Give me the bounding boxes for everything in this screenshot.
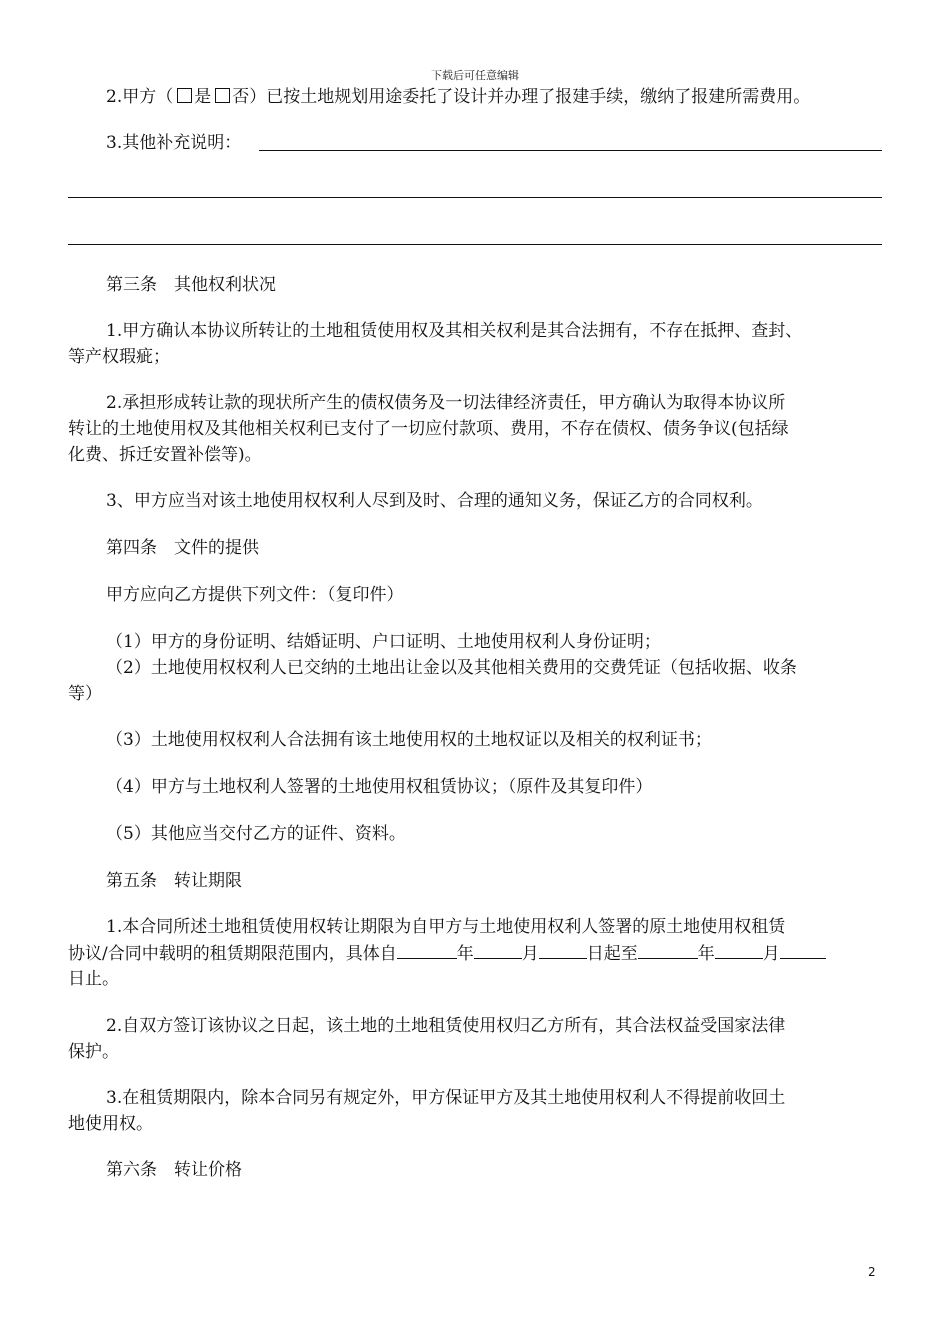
end-year-blank[interactable]: [638, 940, 698, 959]
supplement-blank-3[interactable]: [68, 244, 882, 245]
article-4-title: 第四条 文件的提供: [106, 538, 259, 558]
art5-para1-line2: 协议/合同中载明的租赁期限范围内，具体自 年 月 日起至 年 月: [68, 940, 882, 967]
art3-para2-line1: 2.承担形成转让款的现状所产生的债权债务及一切法律经济责任，甲方确认为取得本协议所: [106, 393, 786, 413]
start-day-blank[interactable]: [539, 940, 587, 959]
end-day-blank[interactable]: [780, 940, 826, 959]
item-3-line: 3.其他补充说明：: [106, 133, 242, 153]
supplement-blank-1[interactable]: [259, 150, 882, 151]
art4-item2-line2: 等）: [68, 684, 102, 704]
art4-item1: （1）甲方的身份证明、结婚证明、户口证明、土地使用权利人身份证明；: [106, 632, 661, 652]
page-header: 下载后可任意编辑: [431, 69, 519, 82]
article-6-title: 第六条 转让价格: [106, 1160, 242, 1180]
article-3-title: 第三条 其他权利状况: [106, 275, 276, 295]
art3-para1-line1: 1.甲方确认本协议所转让的土地租赁使用权及其相关权利是其合法拥有，不存在抵押、查封、: [106, 321, 803, 341]
art4-item3: （3）土地使用权权利人合法拥有该土地使用权的土地权证以及相关的权利证书；: [106, 730, 712, 750]
art5-para2-line1: 2.自双方签订该协议之日起，该土地的土地租赁使用权归乙方所有，其合法权益受国家法律: [106, 1016, 786, 1036]
art4-item2-line1: （2）土地使用权权利人已交纳的土地出让金以及其他相关费用的交费凭证（包括收据、收条: [106, 658, 797, 678]
art3-para2-line2: 转让的土地使用权及其他相关权利已支付了一切应付款项、费用，不存在债权、债务争议(包括绿: [68, 419, 789, 439]
art5-para2-line2: 保护。: [68, 1042, 119, 1062]
art4-item4: （4）甲方与土地权利人签署的土地使用权租赁协议；（原件及其复印件）: [106, 777, 653, 797]
start-month-blank[interactable]: [474, 940, 522, 959]
supplement-blank-2[interactable]: [68, 197, 882, 198]
end-month-blank[interactable]: [715, 940, 763, 959]
art3-para1-line2: 等产权瑕疵；: [68, 347, 170, 367]
page-number: 2: [868, 1265, 876, 1279]
art3-para2-line3: 化费、拆迁安置补偿等)。: [68, 445, 262, 465]
art4-intro: 甲方应向乙方提供下列文件：（复印件）: [106, 585, 404, 605]
art3-para3: 3、甲方应当对该土地使用权权利人尽到及时、合理的通知义务，保证乙方的合同权利。: [106, 491, 763, 511]
art5-para1-line1: 1.本合同所述土地租赁使用权转让期限为自甲方与土地使用权利人签署的原土地使用权租赁: [106, 917, 786, 937]
article-5-title: 第五条 转让期限: [106, 871, 242, 891]
item-2-line: 2.甲方（ 是 否）已按土地规划用途委托了设计并办理了报建手续，缴纳了报建所需费用。: [106, 87, 811, 107]
checkbox-no[interactable]: [215, 88, 230, 103]
art4-item5: （5）其他应当交付乙方的证件、资料。: [106, 824, 406, 844]
art5-para1-line3: 日止。: [68, 969, 119, 989]
start-year-blank[interactable]: [397, 940, 457, 959]
art5-para3-line1: 3.在租赁期限内，除本合同另有规定外，甲方保证甲方及其土地使用权利人不得提前收回土: [106, 1088, 786, 1108]
art5-para3-line2: 地使用权。: [68, 1114, 153, 1134]
checkbox-yes[interactable]: [177, 88, 192, 103]
